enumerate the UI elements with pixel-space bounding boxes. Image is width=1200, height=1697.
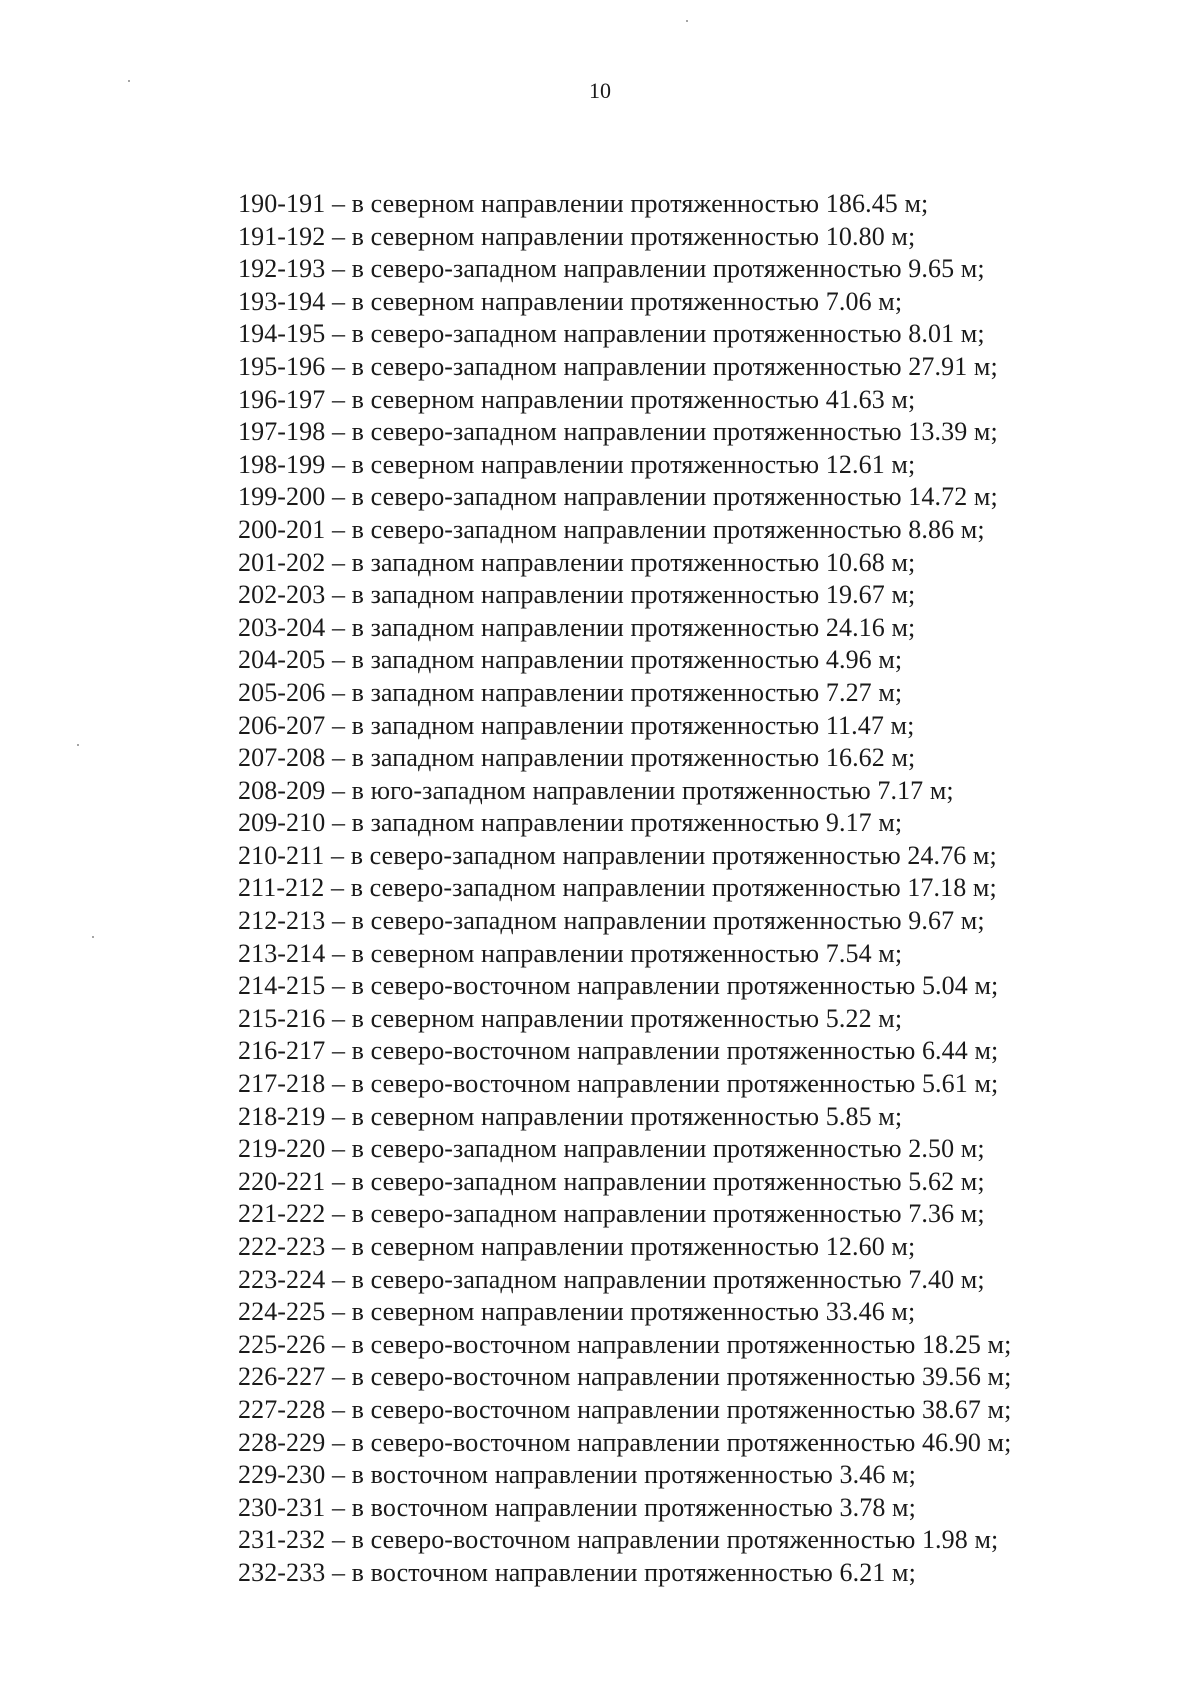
boundary-segment-entry: 221-222 – в северо-западном направлении протяженностью 7.36 м; bbox=[238, 1199, 985, 1229]
scan-speck bbox=[77, 744, 79, 746]
boundary-segment-entry: 190-191 – в северном направлении протяженностью 186.45 м; bbox=[238, 189, 929, 218]
boundary-segment-entry: 223-224 – в северо-западном направлении протяженностью 7.40 м; bbox=[238, 1264, 985, 1294]
boundary-segment-entry: 224-225 – в северном направлении протяженностью 33.46 м; bbox=[238, 1297, 916, 1327]
boundary-segment-entry: 217-218 – в северо-восточном направлении протяженностью 5.61 м; bbox=[238, 1069, 999, 1099]
boundary-segment-entry: 229-230 – в восточном направлении протяженностью 3.46 м; bbox=[238, 1460, 916, 1490]
boundary-segment-entry: 207-208 – в западном направлении протяженностью 16.62 м; bbox=[238, 743, 916, 773]
boundary-segment-entry: 194-195 – в северо-западном направлении протяженностью 8.01 м; bbox=[238, 319, 985, 349]
boundary-segment-entry: 231-232 – в северо-восточном направлении протяженностью 1.98 м; bbox=[238, 1525, 999, 1555]
scan-speck bbox=[92, 936, 94, 938]
boundary-segment-entry: 198-199 – в северном направлении протяженностью 12.61 м; bbox=[238, 449, 916, 479]
boundary-segment-entry: 225-226 – в северо-восточном направлении протяженностью 18.25 м; bbox=[238, 1329, 1012, 1359]
boundary-segment-list bbox=[238, 188, 1138, 1590]
boundary-segment-entry: 200-201 – в северо-западном направлении протяженностью 8.86 м; bbox=[238, 514, 985, 544]
boundary-segment-entry: 197-198 – в северо-западном направлении протяженностью 13.39 м; bbox=[238, 417, 998, 447]
boundary-segment-entry: 216-217 – в северо-восточном направлении протяженностью 6.44 м; bbox=[238, 1036, 999, 1066]
boundary-segment-entry: 193-194 – в северном направлении протяженностью 7.06 м; bbox=[238, 286, 903, 316]
boundary-segment-entry: 220-221 – в северо-западном направлении протяженностью 5.62 м; bbox=[238, 1166, 985, 1196]
boundary-segment-entry: 196-197 – в северном направлении протяженностью 41.63 м; bbox=[238, 384, 916, 414]
boundary-segment-entry: 205-206 – в западном направлении протяженностью 7.27 м; bbox=[238, 677, 903, 707]
boundary-segment-entry: 228-229 – в северо-восточном направлении протяженностью 46.90 м; bbox=[238, 1427, 1012, 1457]
boundary-segment-entry: 209-210 – в западном направлении протяженностью 9.17 м; bbox=[238, 808, 903, 838]
boundary-segment-entry: 191-192 – в северном направлении протяженностью 10.80 м; bbox=[238, 221, 916, 251]
boundary-segment-entry: 212-213 – в северо-западном направлении протяженностью 9.67 м; bbox=[238, 906, 985, 936]
page-number: 10 bbox=[589, 78, 611, 103]
boundary-segment-entry: 227-228 – в северо-восточном направлении протяженностью 38.67 м; bbox=[238, 1394, 1012, 1424]
boundary-segment-entry: 230-231 – в восточном направлении протяженностью 3.78 м; bbox=[238, 1492, 916, 1522]
boundary-segment-entry: 208-209 – в юго-западном направлении протяженностью 7.17 м; bbox=[238, 775, 954, 805]
scan-speck bbox=[128, 80, 130, 82]
boundary-segment-entry: 201-202 – в западном направлении протяженностью 10.68 м; bbox=[238, 547, 916, 577]
boundary-segment-entry: 202-203 – в западном направлении протяженностью 19.67 м; bbox=[238, 580, 916, 610]
boundary-segment-entry: 210-211 – в северо-западном направлении протяженностью 24.76 м; bbox=[238, 840, 997, 870]
boundary-segment-entry: 204-205 – в западном направлении протяженностью 4.96 м; bbox=[238, 645, 903, 675]
boundary-segment-entry: 218-219 – в северном направлении протяженностью 5.85 м; bbox=[238, 1101, 903, 1131]
boundary-segment-entry: 211-212 – в северо-западном направлении протяженностью 17.18 м; bbox=[238, 873, 997, 903]
boundary-segment-entry: 215-216 – в северном направлении протяженностью 5.22 м; bbox=[238, 1003, 903, 1033]
boundary-segment-entry: 199-200 – в северо-западном направлении протяженностью 14.72 м; bbox=[238, 482, 998, 512]
boundary-segment-entry: 222-223 – в северном направлении протяженностью 12.60 м; bbox=[238, 1232, 916, 1261]
boundary-segment-entry: 226-227 – в северо-восточном направлении протяженностью 39.56 м; bbox=[238, 1362, 1012, 1392]
boundary-segment-entry: 214-215 – в северо-восточном направлении протяженностью 5.04 м; bbox=[238, 971, 999, 1001]
boundary-segment-entry: 195-196 – в северо-западном направлении протяженностью 27.91 м; bbox=[238, 351, 998, 381]
boundary-segment-entry: 203-204 – в западном направлении протяженностью 24.16 м; bbox=[238, 612, 916, 642]
boundary-segment-entry: 206-207 – в западном направлении протяженностью 11.47 м; bbox=[238, 710, 915, 740]
boundary-segment-entry: 213-214 – в северном направлении протяженностью 7.54 м; bbox=[238, 938, 903, 968]
boundary-segment-entry: 232-233 – в восточном направлении протяженностью 6.21 м; bbox=[238, 1557, 916, 1587]
boundary-segment-entry: 192-193 – в северо-западном направлении протяженностью 9.65 м; bbox=[238, 254, 985, 284]
scan-speck bbox=[686, 20, 688, 22]
boundary-segment-entry: 219-220 – в северо-западном направлении протяженностью 2.50 м; bbox=[238, 1134, 985, 1164]
